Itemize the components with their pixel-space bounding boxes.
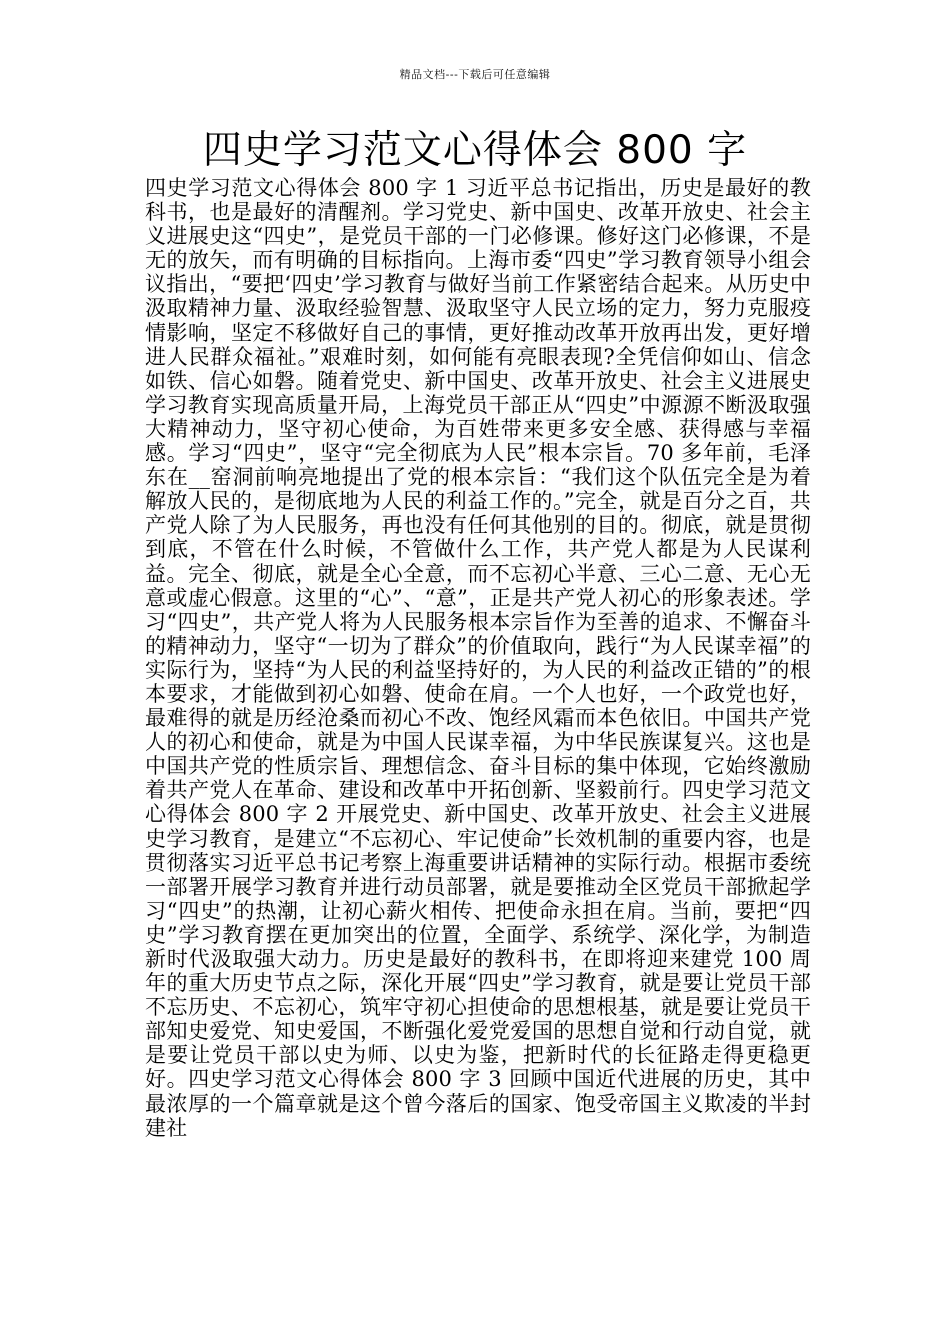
document-body: 四史学习范文心得体会 800 字 1 习近平总书记指出，历史是最好的教科书，也是最好的清醒剂。学习党史、新中国史、改革开放史、社会主义进展史这“四史”，是党员干部的一门必修课。修好这门必修课，不是无的放矢，而有明确的目标指向。上海市委“四史”学习教育领导小组会议指出，“要把‘四史’学习教育与做好当前工作紧密结合起来。从历史中汲取精神力量、汲取经验智慧、汲取坚守人民立场的定力，努力克服疫情影响，坚定不移做好自己的事情，更好推动改革开放再出发，更好增进人民群众福祉。”艰难时刻，如何能有亮眼表现?全凭信仰如山、信念如铁、信心如磐。随着党史、新中国史、改革开放史、社会主义进展史学习教育实现高质量开局，上海党员干部正从“四史”中源源不断汲取强大精神动力，坚守初心使命，为百姓带来更多安全感、获得感与幸福感。学习“四史”，坚守“完全彻底为人民”根本宗旨。70 多年前，毛泽东在__窑洞前响亮地提出了党的根本宗旨：“我们这个队伍完全是为着解放人民的，是彻底地为人民的利益工作的。”完全，就是百分之百，共产党人除了为人民服务，再也没有任何其他别的目的。彻底，就是贯彻到底，不管在什么时候，不管做什么工作，共产党人都是为人民谋利益。完全、彻底，就是全心全意，而不忘初心半意、三心二意、无心无意或虚心假意。这里的“心”、“意”，正是共产党人初心的形象表述。学习“四史”，共产党人将为人民服务根本宗旨作为至善的追求、不懈奋斗的精神动力，坚守“一切为了群众”的价值取向，践行“为人民谋幸福”的实际行为，坚持“为人民的利益坚持好的，为人民的利益改正错的”的根本要求，才能做到初心如磐、使命在肩。一个人也好，一个政党也好，最难得的就是历经沧桑而初心不改、饱经风霜而本色依旧。中国共产党人的初心和使命，就是为中国人民谋幸福，为中华民族谋复兴。这也是中国共产党的性质宗旨、理想信念、奋斗目标的集中体现，它始终激励着共产党人在革命、建设和改革中开拓创新、坚毅前行。四史学习范文心得体会 800 字 2 开展党史、新中国史、改革开放史、社会主义进展史学习教育，是建立“不忘初心、牢记使命”长效机制的重要内容，也是贯彻落实习近平总书记考察上海重要讲话精神的实际行动。根据市委统一部署开展学习教育并进行动员部署，就是要推动全区党员干部掀起学习“四史”的热潮，让初心薪火相传、把使命永担在肩。当前，要把“四史”学习教育摆在更加突出的位置，全面学、系统学、深化学，为制造新时代汲取强大动力。历史是最好的教科书，在即将迎来建党 100 周年的重大历史节点之际，深化开展“四史”学习教育，就是要让党员干部不忘历史、不忘初心，筑牢守初心担使命的思想根基，就是要让党员干部知史爱党、知史爱国，不断强化爱党爱国的思想自觉和行动自觉，就是要让党员干部以史为师、以史为鉴，把新时代的长征路走得更稳更好。四史学习范文心得体会 800 字 3 回顾中国近代进展的历史，其中最浓厚的一个篇章就是这个曾今落后的国家、饱受帝国主义欺凌的半封建社 — [145, 176, 811, 1140]
document-title: 四史学习范文心得体会 800 字 — [202, 128, 748, 173]
header-note: 精品文档---下载后可任意编辑 — [399, 68, 551, 81]
